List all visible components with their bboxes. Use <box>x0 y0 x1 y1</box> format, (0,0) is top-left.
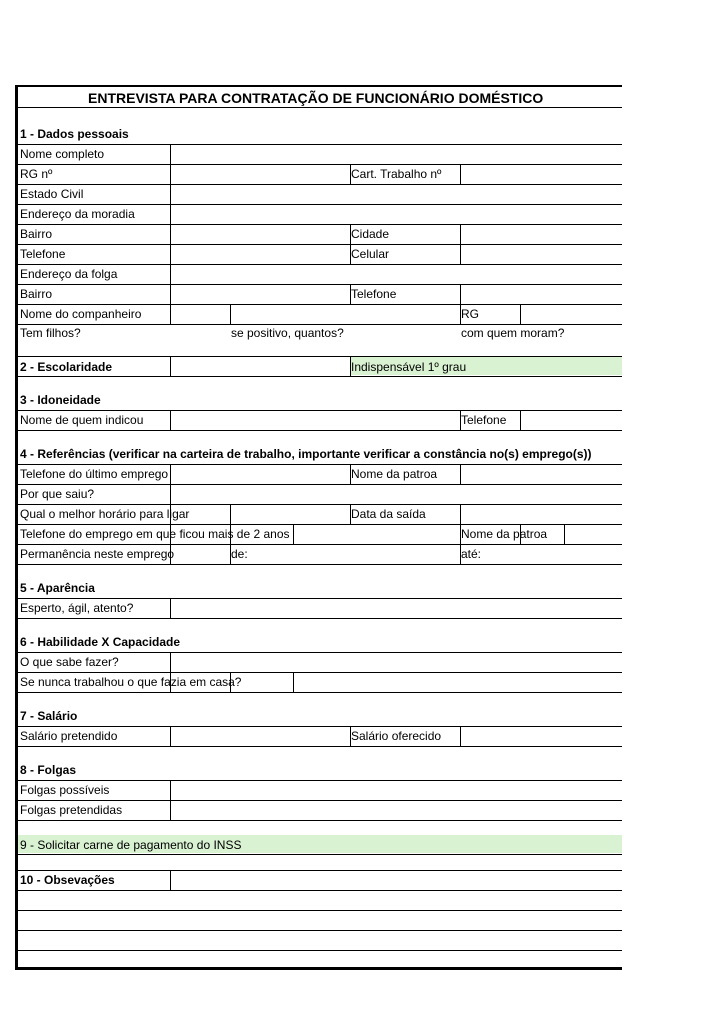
label-cidade: Cidade <box>351 227 390 241</box>
label-bairro-folga: Bairro <box>20 287 53 301</box>
label-nome-completo: Nome completo <box>20 147 105 161</box>
label-com-quem-moram: com quem moram? <box>461 326 565 340</box>
label-folgas-pretendidas: Folgas pretendidas <box>20 803 123 817</box>
label-permanencia-de: de: <box>231 547 248 561</box>
escolaridade-note: Indispensável 1º grau <box>351 360 467 374</box>
section-4-heading: 4 - Referências (verificar na carteira de trabalho, importante verificar a constância no(s) emprego(s)) <box>20 447 592 461</box>
section-2-heading: 2 - Escolaridade <box>20 360 113 374</box>
form-title: ENTREVISTA PARA CONTRATAÇÃO DE FUNCIONÁRIO DOMÉSTICO <box>88 90 544 106</box>
label-nome-patroa: Nome da patroa <box>351 467 438 481</box>
section-10-heading: 10 - Obsevações <box>20 873 115 887</box>
label-melhor-horario: Qual o melhor horário para ligar <box>20 507 190 521</box>
label-telefone-indicou: Telefone <box>461 413 507 427</box>
section-1-heading: 1 - Dados pessoais <box>20 127 129 141</box>
label-permanencia-ate: até: <box>461 547 482 561</box>
label-estado-civil: Estado Civil <box>20 187 84 201</box>
label-data-saida: Data da saída <box>351 507 426 521</box>
label-tem-filhos: Tem filhos? <box>20 326 81 340</box>
label-nome-patroa-2: Nome da patroa <box>461 527 548 541</box>
label-endereco-folga: Endereço da folga <box>20 267 118 281</box>
label-se-positivo-quantos: se positivo, quantos? <box>231 326 344 340</box>
label-endereco-moradia: Endereço da moradia <box>20 207 135 221</box>
section-8-heading: 8 - Folgas <box>20 763 77 777</box>
label-esperto: Esperto, ágil, atento? <box>20 601 134 615</box>
label-folgas-possiveis: Folgas possíveis <box>20 783 110 797</box>
label-telefone-folga: Telefone <box>351 287 397 301</box>
label-salario-pretendido: Salário pretendido <box>20 729 118 743</box>
label-telefone: Telefone <box>20 247 66 261</box>
label-por-que-saiu: Por que saiu? <box>20 487 95 501</box>
label-sabe-fazer: O que sabe fazer? <box>20 655 119 669</box>
section-9-heading: 9 - Solicitar carne de pagamento do INSS <box>20 838 242 852</box>
label-celular: Celular <box>351 247 390 261</box>
section-5-heading: 5 - Aparência <box>20 581 95 595</box>
section-6-heading: 6 - Habilidade X Capacidade <box>20 635 181 649</box>
label-salario-oferecido: Salário oferecido <box>351 729 442 743</box>
label-nome-quem-indicou: Nome de quem indicou <box>20 413 144 427</box>
interview-form-sheet <box>15 85 622 970</box>
label-cart-trabalho: Cart. Trabalho nº <box>351 167 442 181</box>
section-3-heading: 3 - Idoneidade <box>20 393 101 407</box>
label-tel-emprego-2-anos: Telefone do emprego em que ficou mais de 2 anos <box>20 527 290 541</box>
label-nome-companheiro: Nome do companheiro <box>20 307 142 321</box>
label-permanencia: Permanência neste emprego <box>20 547 175 561</box>
label-bairro: Bairro <box>20 227 53 241</box>
label-rg: RG nº <box>20 167 53 181</box>
label-tel-ultimo-emprego: Telefone do último emprego <box>20 467 169 481</box>
section-7-heading: 7 - Salário <box>20 709 78 723</box>
label-nunca-trabalhou: Se nunca trabalhou o que fazia em casa? <box>20 675 242 689</box>
label-rg-companheiro: RG <box>461 307 479 321</box>
